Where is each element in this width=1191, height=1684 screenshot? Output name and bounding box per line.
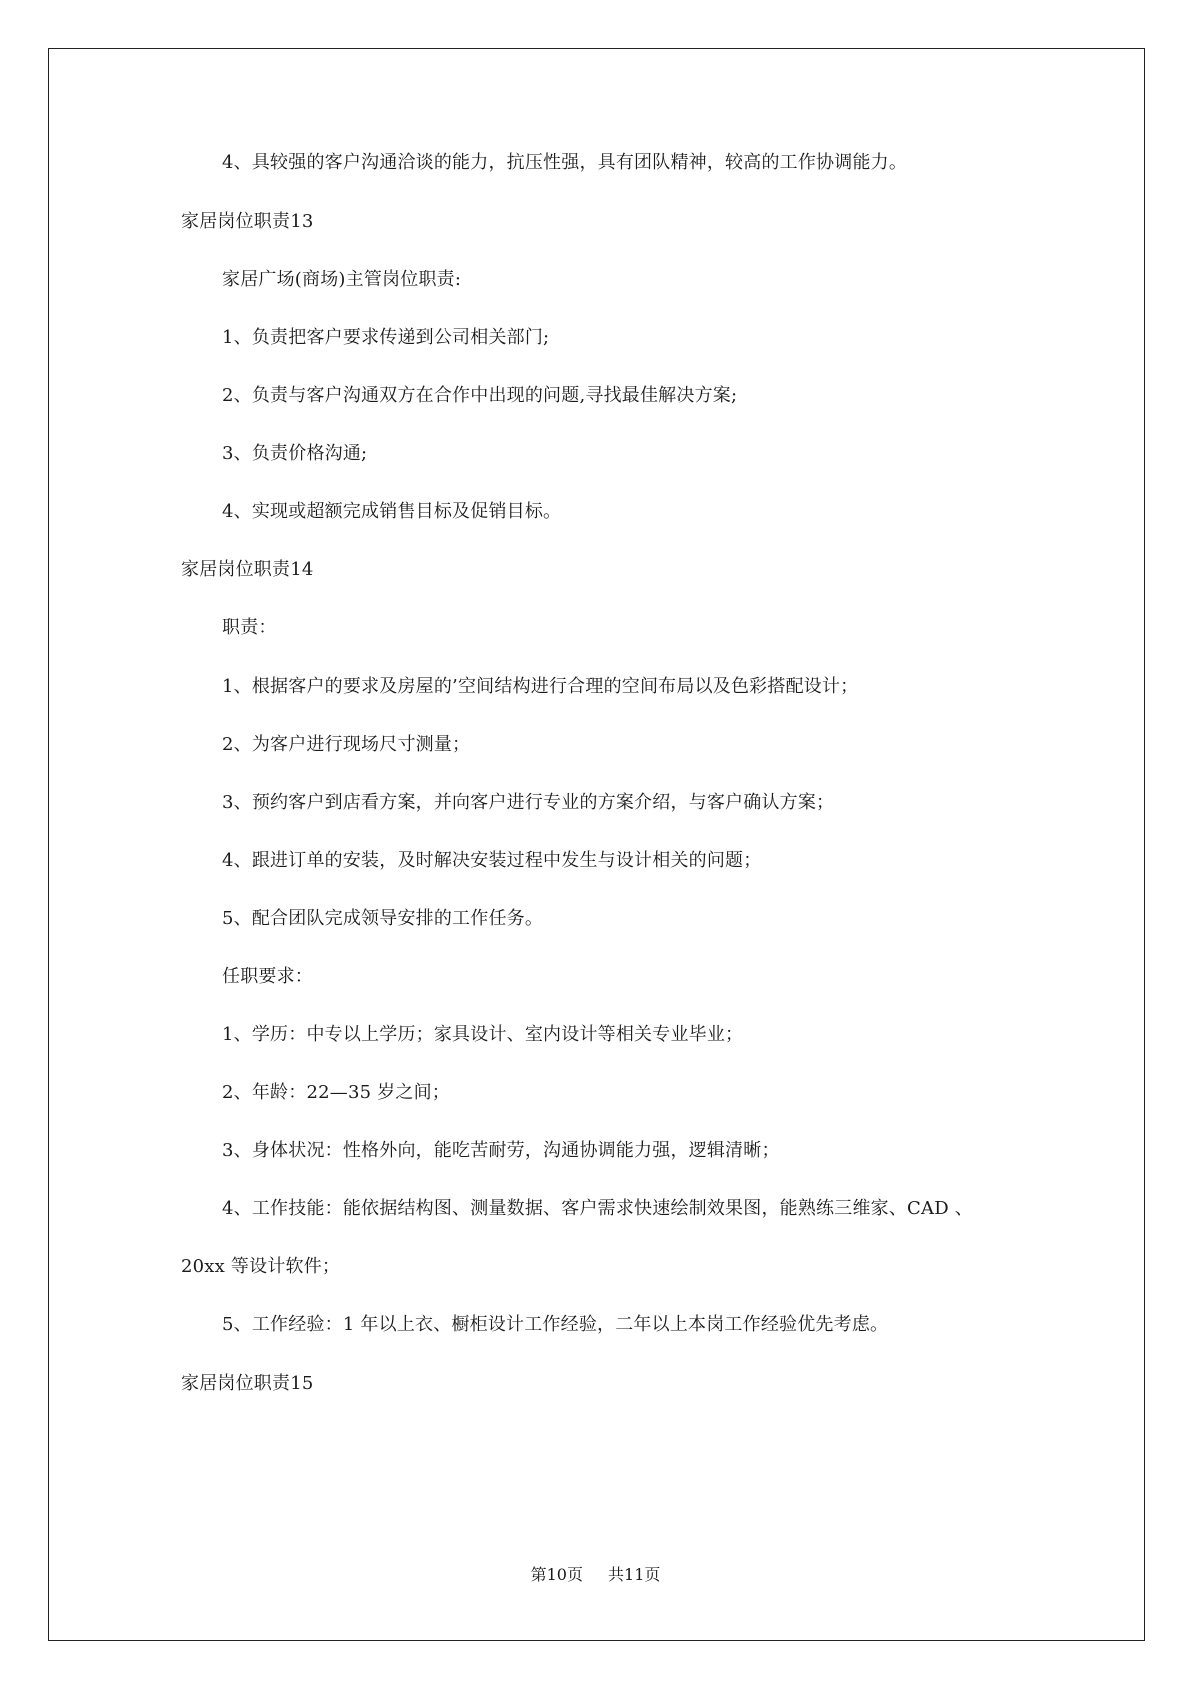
paragraph-line: 4、具较强的客户沟通洽谈的能力，抗压性强，具有团队精神，较高的工作协调能力。 bbox=[222, 152, 908, 173]
paragraph-line: 1、负责把客户要求传递到公司相关部门; bbox=[222, 327, 550, 348]
paragraph-line: 3、负责价格沟通; bbox=[222, 443, 368, 464]
page-number-total: 共11页 bbox=[608, 1565, 661, 1584]
paragraph-line: 5、工作经验：1 年以上衣、橱柜设计工作经验，二年以上本岗工作经验优先考虑。 bbox=[222, 1314, 889, 1335]
paragraph-line: 家居广场(商场)主管岗位职责: bbox=[222, 269, 462, 290]
page-footer bbox=[0, 1564, 1191, 1586]
paragraph-line: 3、预约客户到店看方案，并向客户进行专业的方案介绍，与客户确认方案； bbox=[222, 792, 835, 813]
paragraph-line: 2、年龄：22—35 岁之间； bbox=[222, 1082, 450, 1103]
paragraph-line: 3、身体状况：性格外向，能吃苦耐劳，沟通协调能力强，逻辑清晰； bbox=[222, 1140, 780, 1161]
paragraph-line: 1、学历：中专以上学历；家具设计、室内设计等相关专业毕业； bbox=[222, 1024, 744, 1045]
section-heading: 家居岗位职责15 bbox=[181, 1373, 314, 1394]
paragraph-line: 4、跟进订单的安装，及时解决安装过程中发生与设计相关的问题； bbox=[222, 850, 762, 871]
paragraph-line: 2、为客户进行现场尺寸测量； bbox=[222, 734, 471, 755]
paragraph-line: 2、负责与客户沟通双方在合作中出现的问题,寻找最佳解决方案; bbox=[222, 385, 738, 406]
paragraph-line: 4、实现或超额完成销售目标及促销目标。 bbox=[222, 501, 562, 522]
paragraph-line: 4、工作技能：能依据结构图、测量数据、客户需求快速绘制效果图，能熟练三维家、CAD 、 bbox=[222, 1198, 973, 1219]
paragraph-line: 5、配合团队完成领导安排的工作任务。 bbox=[222, 908, 544, 929]
page-number-current: 第10页 bbox=[530, 1565, 583, 1584]
paragraph-line: 1、根据客户的要求及房屋的’空间结构进行合理的空间布局以及色彩搭配设计； bbox=[222, 676, 859, 697]
paragraph-line: 职责： bbox=[222, 617, 277, 638]
page-border bbox=[48, 48, 1145, 1641]
paragraph-line-continuation: 20xx 等设计软件； bbox=[181, 1256, 341, 1277]
paragraph-line: 任职要求： bbox=[222, 966, 313, 987]
section-heading: 家居岗位职责14 bbox=[181, 559, 314, 580]
section-heading: 家居岗位职责13 bbox=[181, 211, 314, 232]
